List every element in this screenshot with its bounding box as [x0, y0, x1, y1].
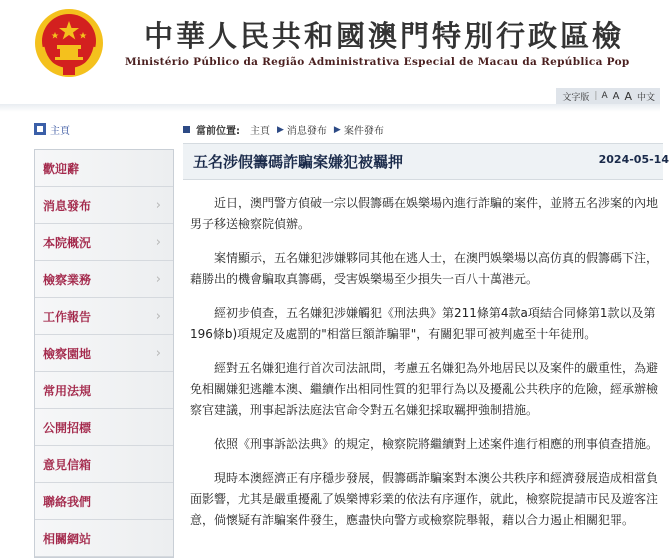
breadcrumb-bullet-icon [183, 126, 190, 133]
chevron-right-icon: › [155, 234, 161, 250]
home-icon [34, 123, 46, 135]
divider: | [594, 91, 598, 101]
national-emblem-icon[interactable] [33, 7, 105, 79]
header-divider [0, 104, 660, 112]
chevron-right-icon: › [155, 197, 161, 213]
text-size-medium[interactable]: A [612, 90, 620, 102]
sidebar-item-label: 聯絡我們 [43, 494, 92, 509]
sidebar-item-links[interactable] [35, 520, 173, 557]
sidebar-item-label: 工作報告 [43, 309, 92, 324]
language-switch[interactable]: 中文 [636, 92, 655, 103]
home-label: 主頁 [50, 125, 70, 137]
breadcrumb-news[interactable]: 消息發布 [286, 126, 327, 137]
sidebar-item-welcome[interactable] [35, 150, 173, 187]
article-header [183, 143, 669, 180]
sidebar-item-label: 意見信箱 [43, 457, 92, 472]
sidebar-item-label: 常用法規 [43, 383, 92, 398]
breadcrumb-home[interactable]: 主頁 [250, 126, 270, 137]
sidebar-item-label: 相關網站 [43, 531, 92, 546]
article-paragraph: 現時本澳經濟正有序穩步發展，假籌碼詐騙案對本澳公共秩序和經濟發展造成相當負面影響，尤其是嚴重擾亂了娛樂博彩業的依法有序運作，就此，檢察院提請市民及遊客注意，倘懷疑有詐騙案件發生，應盡快向警方或檢察院舉報，藉以合力遏止相關犯罪。 [190, 471, 659, 527]
site-header [0, 0, 660, 88]
sidebar-item-tenders[interactable] [35, 409, 173, 446]
article-date: 2024-05-14 [598, 153, 669, 166]
text-size-large[interactable]: A [624, 89, 632, 103]
text-size-bar [556, 88, 660, 104]
article-paragraph: 經初步偵查，五名嫌犯涉嫌觸犯《刑法典》第211條第4款a項結合同條第1款以及第196條b)項規定及處罰的"相當巨額詐騙罪"，有關犯罪可被判處至十年徒刑。 [190, 306, 656, 341]
home-link[interactable] [34, 117, 174, 141]
article-paragraph: 案情顯示，五名嫌犯涉嫌夥同其他在逃人士，在澳門娛樂場以高仿真的假籌碼下注，藉勝出的機會騙取真籌碼，受害娛樂場至少損失一百八十萬港元。 [190, 251, 659, 286]
sidebar-item-prosecution[interactable] [35, 261, 173, 298]
sidebar-item-laws[interactable] [35, 372, 173, 409]
sidebar-item-garden[interactable] [35, 335, 173, 372]
chevron-right-icon: › [155, 345, 161, 361]
chevron-right-icon: ▶ [333, 124, 341, 135]
sidebar-item-reports[interactable] [35, 298, 173, 335]
sidebar-nav [34, 149, 174, 558]
sidebar-item-label: 本院概況 [43, 235, 92, 250]
breadcrumb-cases[interactable]: 案件發布 [343, 126, 384, 137]
chevron-right-icon: ▶ [277, 124, 284, 135]
text-size-label: 文字版 [562, 92, 590, 103]
sidebar-item-label: 檢察業務 [43, 272, 92, 287]
chevron-right-icon: › [155, 271, 161, 287]
breadcrumb [183, 122, 388, 137]
article-body [190, 193, 660, 544]
site-title-zh: 中華人民共和國澳門特別行政區檢 [144, 19, 625, 53]
sidebar-item-label: 歡迎辭 [43, 161, 80, 176]
article-title: 五名涉假籌碼詐騙案嫌犯被羈押 [193, 153, 404, 171]
article-paragraph: 經對五名嫌犯進行首次司法訊問，考慮五名嫌犯為外地居民以及案件的嚴重性，為避免相關嫌犯逃離本澳、繼續作出相同性質的犯罪行為以及擾亂公共秩序的危險，經承辦檢察官建議，刑事起訴法庭法官命令對五名嫌犯採取羈押強制措施。 [190, 361, 659, 417]
sidebar-item-label: 公開招標 [43, 420, 92, 435]
sidebar-item-about[interactable] [35, 224, 173, 261]
text-size-small[interactable]: A [601, 91, 608, 101]
site-title-pt: Ministério Público da Região Administrativa Especial de Macau da República Pop [125, 56, 630, 68]
sidebar-item-contact[interactable] [35, 483, 173, 520]
sidebar-item-news[interactable] [35, 187, 173, 224]
article-paragraph: 依照《刑事訴訟法典》的規定，檢察院將繼續對上述案件進行相應的刑事偵查措施。 [214, 437, 659, 451]
sidebar-item-feedback[interactable] [35, 446, 173, 483]
article-paragraph: 近日，澳門警方偵破一宗以假籌碼在娛樂場內進行詐騙的案件，並將五名涉案的內地男子移送檢察院偵辦。 [190, 196, 659, 231]
sidebar-item-label: 消息發布 [43, 198, 92, 213]
chevron-right-icon: › [155, 308, 161, 324]
sidebar-item-label: 檢察園地 [43, 346, 92, 361]
sidebar [34, 117, 174, 558]
breadcrumb-label: 當前位置: [196, 126, 240, 137]
